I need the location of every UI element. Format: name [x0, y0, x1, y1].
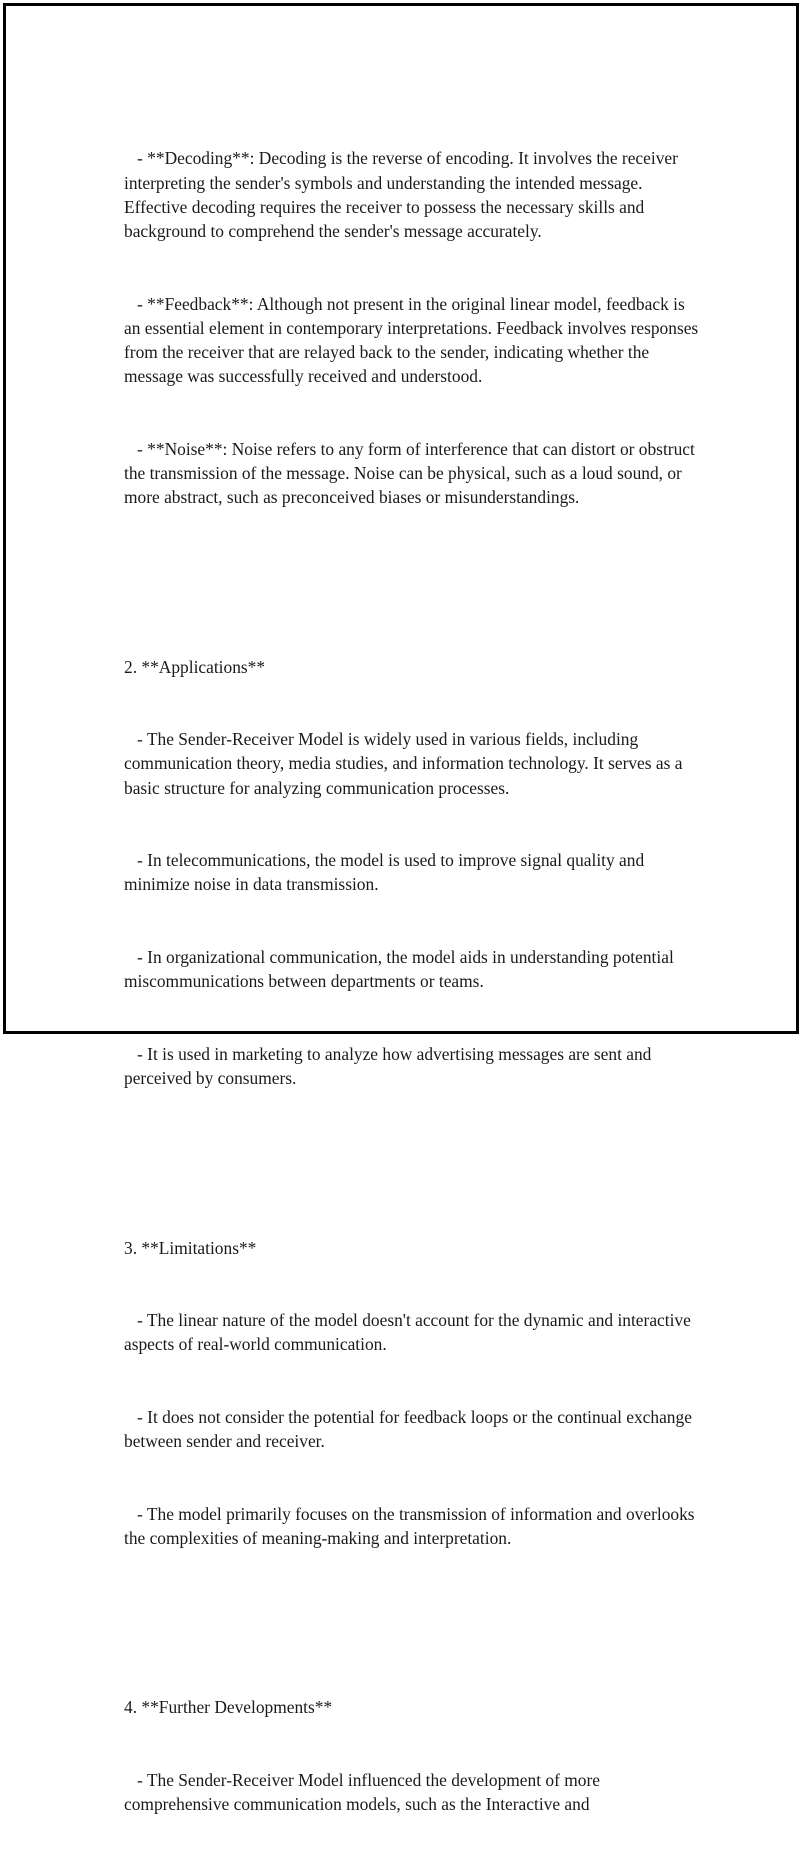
- noise-paragraph: - **Noise**: Noise refers to any form of interference that can distort or obstruct the transmission of the message. Noise can be physical, such as a loud sound, or more abstract, such as preconceived biases or misunderstandings.: [124, 438, 700, 508]
- page-frame: [3, 3, 799, 1815]
- document-body: [124, 98, 703, 1865]
- further-developments-heading: 4. **Further Developments**: [124, 1697, 333, 1718]
- applications-item: - It is used in marketing to analyze how advertising messages are sent and perceived by consumers.: [124, 1043, 656, 1089]
- limitations-heading: 3. **Limitations**: [124, 1237, 257, 1258]
- limitations-item: - The linear nature of the model doesn't account for the dynamic and interactive aspects of real-world communication.: [124, 1310, 696, 1355]
- decoding-paragraph: - **Decoding**: Decoding is the reverse of encoding. It involves the receiver interpreting the sender's symbols and understanding the intended message. Effective decoding requires the receiver to possess the necessary skills and background to comprehend the sender's message accurately.: [124, 148, 683, 242]
- paragraph-gap: [124, 1139, 699, 1163]
- paragraph-gap: [124, 558, 699, 582]
- paragraph-gap: [124, 1599, 699, 1623]
- further-developments-item: - The Sender-Receiver Model influenced the development of more comprehensive communication models, such as the Interactive and: [124, 1769, 605, 1815]
- applications-item: - In organizational communication, the model aids in understanding potential miscommunications between departments or teams.: [124, 947, 679, 992]
- applications-item: - The Sender-Receiver Model is widely used in various fields, including communication theory, media studies, and information technology. It serves as a basic structure for analyzing communication processes.: [124, 729, 687, 798]
- applications-item: - In telecommunications, the model is used to improve signal quality and minimize noise in data transmission.: [124, 850, 649, 895]
- limitations-item: - It does not consider the potential for feedback loops or the continual exchange between sender and receiver.: [124, 1406, 697, 1452]
- limitations-item: - The model primarily focuses on the transmission of information and overlooks the complexities of meaning-making and interpretation.: [124, 1503, 699, 1548]
- applications-heading: 2. **Applications**: [124, 656, 266, 677]
- feedback-paragraph: - **Feedback**: Although not present in the original linear model, feedback is an essential element in contemporary interpretations. Feedback involves responses from the receiver that are relayed back to the sender, indicating whether the message was successfully received and understood.: [124, 293, 703, 387]
